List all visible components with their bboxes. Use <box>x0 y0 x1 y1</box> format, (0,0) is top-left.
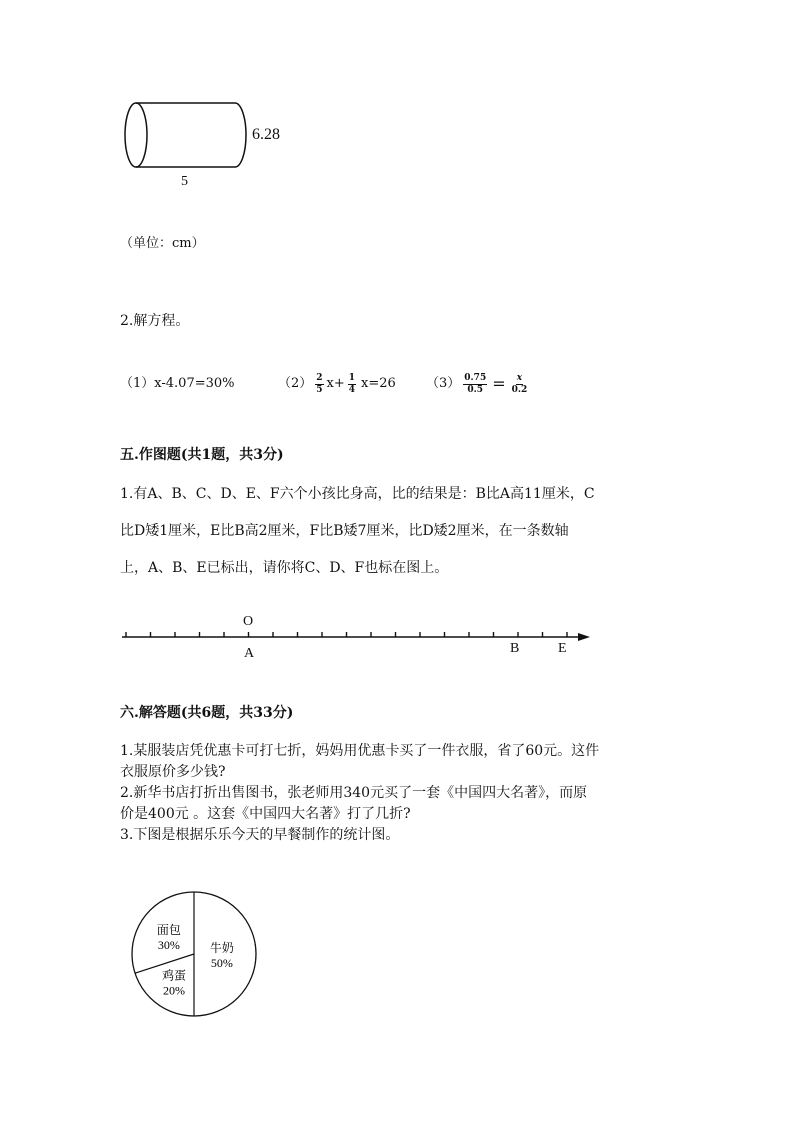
pie-slice-percent: 30% <box>157 937 180 952</box>
section6-q2-line1: 2.新华书店打折出售图书，张老师用340元买了一套《中国四大名著》，而原 <box>120 785 588 801</box>
unit-note: （单位：cm） <box>120 236 205 251</box>
section6-q1-line2: 衣服原价多少钱? <box>120 764 226 780</box>
number-line-origin-label: O <box>243 614 254 629</box>
pie-slice-percent: 20% <box>162 983 185 998</box>
section5-heading: 五.作图题(共1题，共3分) <box>120 447 284 463</box>
cylinder-length-label: 5 <box>181 174 188 189</box>
cylinder-height-label: 6.28 <box>252 126 280 143</box>
section6-q2-line2: 价是400元 。这套《中国四大名著》打了几折? <box>120 806 411 822</box>
q2-part3-equals: = <box>492 374 506 393</box>
fraction-numerator: 0.75 <box>464 372 487 383</box>
fraction-denominator: 0.5 <box>467 384 484 395</box>
pie-slice-label: 牛奶 <box>209 941 234 955</box>
q2-part3-prefix: （3） <box>426 376 461 391</box>
fraction-numerator: x <box>516 372 523 383</box>
q2-title: 2.解方程。 <box>120 313 190 329</box>
q2-part3-fraction-2 <box>511 373 529 396</box>
section6-heading: 六.解答题(共6题，共33分) <box>120 705 294 721</box>
section5-q1-line1: 1.有A、B、C、D、E、F六个小孩比身高，比的结果是：B比A高11厘米，C <box>120 486 595 502</box>
q2-part1: （1）x-4.07=30% <box>120 376 235 391</box>
pie-slice-percent: 50% <box>210 956 233 970</box>
fraction-denominator: 4 <box>348 384 356 395</box>
fraction-denominator: 0.2 <box>511 384 528 395</box>
section5-q1-line3: 上，A、B、E已标出，请你将C、D、F也标在图上。 <box>120 560 449 576</box>
q2-part3 <box>426 368 531 400</box>
q2-part3-fraction-1 <box>463 373 487 396</box>
section5-q1-line2: 比D矮1厘米，E比B高2厘米，F比B矮7厘米，比D矮2厘米，在一条数轴 <box>120 523 569 539</box>
q2-part2-prefix: （2） <box>278 376 313 391</box>
fraction-numerator: 2 <box>316 372 323 383</box>
pie-slice-label: 鸡蛋 <box>161 968 186 983</box>
q2-part2 <box>278 368 396 400</box>
section6-q3-line1: 3.下图是根据乐乐今天的早餐制作的统计图。 <box>120 827 400 843</box>
q2-part2-fraction-1 <box>315 373 323 396</box>
fraction-numerator: 1 <box>348 372 356 383</box>
fraction-denominator: 5 <box>316 384 323 395</box>
cylinder-left-face <box>125 103 147 167</box>
number-line <box>120 628 595 648</box>
number-line-arrow <box>578 633 590 641</box>
breakfast-pie-chart <box>128 888 260 1020</box>
q2-part2-mid: x+ <box>326 376 345 391</box>
section6-q1-line1: 1.某服装店凭优惠卡可打七折，妈妈用优惠卡买了一件衣服，省了60元。这件 <box>120 743 600 759</box>
q2-part2-suffix: x=26 <box>361 376 396 391</box>
cylinder-figure <box>110 95 310 195</box>
number-line-label-a: A <box>244 646 255 661</box>
cylinder-right-face <box>235 103 246 167</box>
pie-slice-label: 面包 <box>156 922 181 937</box>
number-line-label-b: B <box>510 641 520 656</box>
number-line-label-e: E <box>558 641 567 656</box>
q2-part2-fraction-2 <box>348 373 356 396</box>
